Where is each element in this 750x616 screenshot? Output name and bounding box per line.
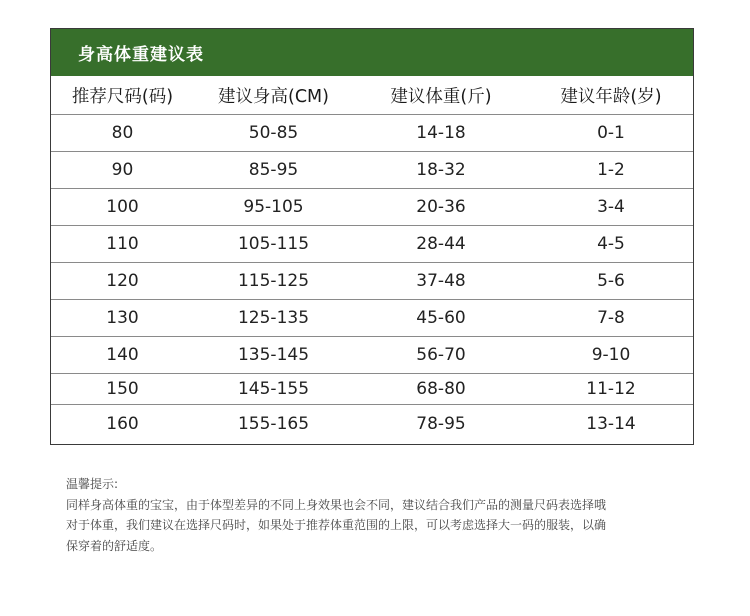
cell-weight: 18-32: [416, 160, 466, 180]
cell-height: 95-105: [243, 197, 304, 217]
size-chart-table: [50, 28, 694, 445]
cell-height: 85-95: [248, 160, 299, 180]
table-row: [51, 115, 693, 152]
cell-age: 9-10: [591, 345, 631, 365]
cell-age: 4-5: [597, 234, 625, 254]
cell-size: 110: [106, 234, 139, 254]
cell-age: 11-12: [586, 379, 636, 399]
cell-age: 0-1: [597, 123, 625, 143]
cell-height: 135-145: [237, 345, 310, 365]
cell-age: 5-6: [597, 271, 625, 291]
cell-size: 120: [106, 271, 139, 291]
cell-height: 155-165: [237, 413, 310, 434]
cell-weight: 14-18: [416, 123, 466, 143]
tips-heading: 温馨提示:: [66, 477, 119, 491]
table-row: [51, 189, 693, 226]
table-row: [51, 263, 693, 300]
header-age: 建议年龄(岁): [560, 86, 662, 107]
cell-weight: 56-70: [416, 345, 466, 365]
table-body: [51, 115, 693, 442]
cell-age: 7-8: [597, 308, 625, 328]
table-header-row: [51, 76, 693, 115]
cell-age: 1-2: [597, 160, 625, 180]
tips-line: 同样身高体重的宝宝，由于体型差异的不同上身效果也会不同，建议结合我们产品的测量尺码表选择哦: [66, 497, 607, 512]
table-row: [51, 337, 693, 374]
tips-line: 保穿着的舒适度。: [66, 538, 163, 553]
cell-height: 145-155: [237, 379, 310, 399]
cell-height: 50-85: [248, 123, 299, 143]
cell-size: 160: [106, 413, 139, 434]
table-row: [51, 374, 693, 405]
tips-line: 对于体重，我们建议在选择尺码时，如果处于推荐体重范围的上限，可以考虑选择大一码的服装，以确: [66, 518, 607, 532]
cell-size: 90: [111, 160, 134, 180]
cell-size: 100: [106, 197, 139, 217]
cell-weight: 68-80: [416, 379, 466, 399]
cell-weight: 78-95: [416, 413, 466, 434]
cell-age: 13-14: [586, 413, 636, 434]
cell-size: 140: [106, 345, 139, 365]
header-weight: 建议体重(斤): [390, 86, 492, 107]
table-title: 身高体重建议表: [51, 29, 693, 76]
table-row: [51, 152, 693, 189]
table-row: [51, 300, 693, 337]
cell-height: 125-135: [237, 308, 310, 328]
header-height: 建议身高(CM): [218, 86, 329, 107]
cell-size: 80: [111, 123, 134, 143]
header-size: 推荐尺码(码): [71, 86, 174, 107]
cell-weight: 45-60: [416, 308, 466, 328]
tips-note: [66, 474, 706, 556]
cell-weight: 28-44: [416, 234, 466, 254]
cell-height: 115-125: [237, 271, 310, 291]
table-row: [51, 405, 693, 442]
cell-height: 105-115: [237, 234, 310, 254]
cell-weight: 37-48: [416, 271, 466, 291]
table-row: [51, 226, 693, 263]
cell-weight: 20-36: [416, 197, 466, 217]
cell-age: 3-4: [597, 197, 625, 217]
cell-size: 150: [106, 379, 139, 399]
cell-size: 130: [106, 308, 139, 328]
